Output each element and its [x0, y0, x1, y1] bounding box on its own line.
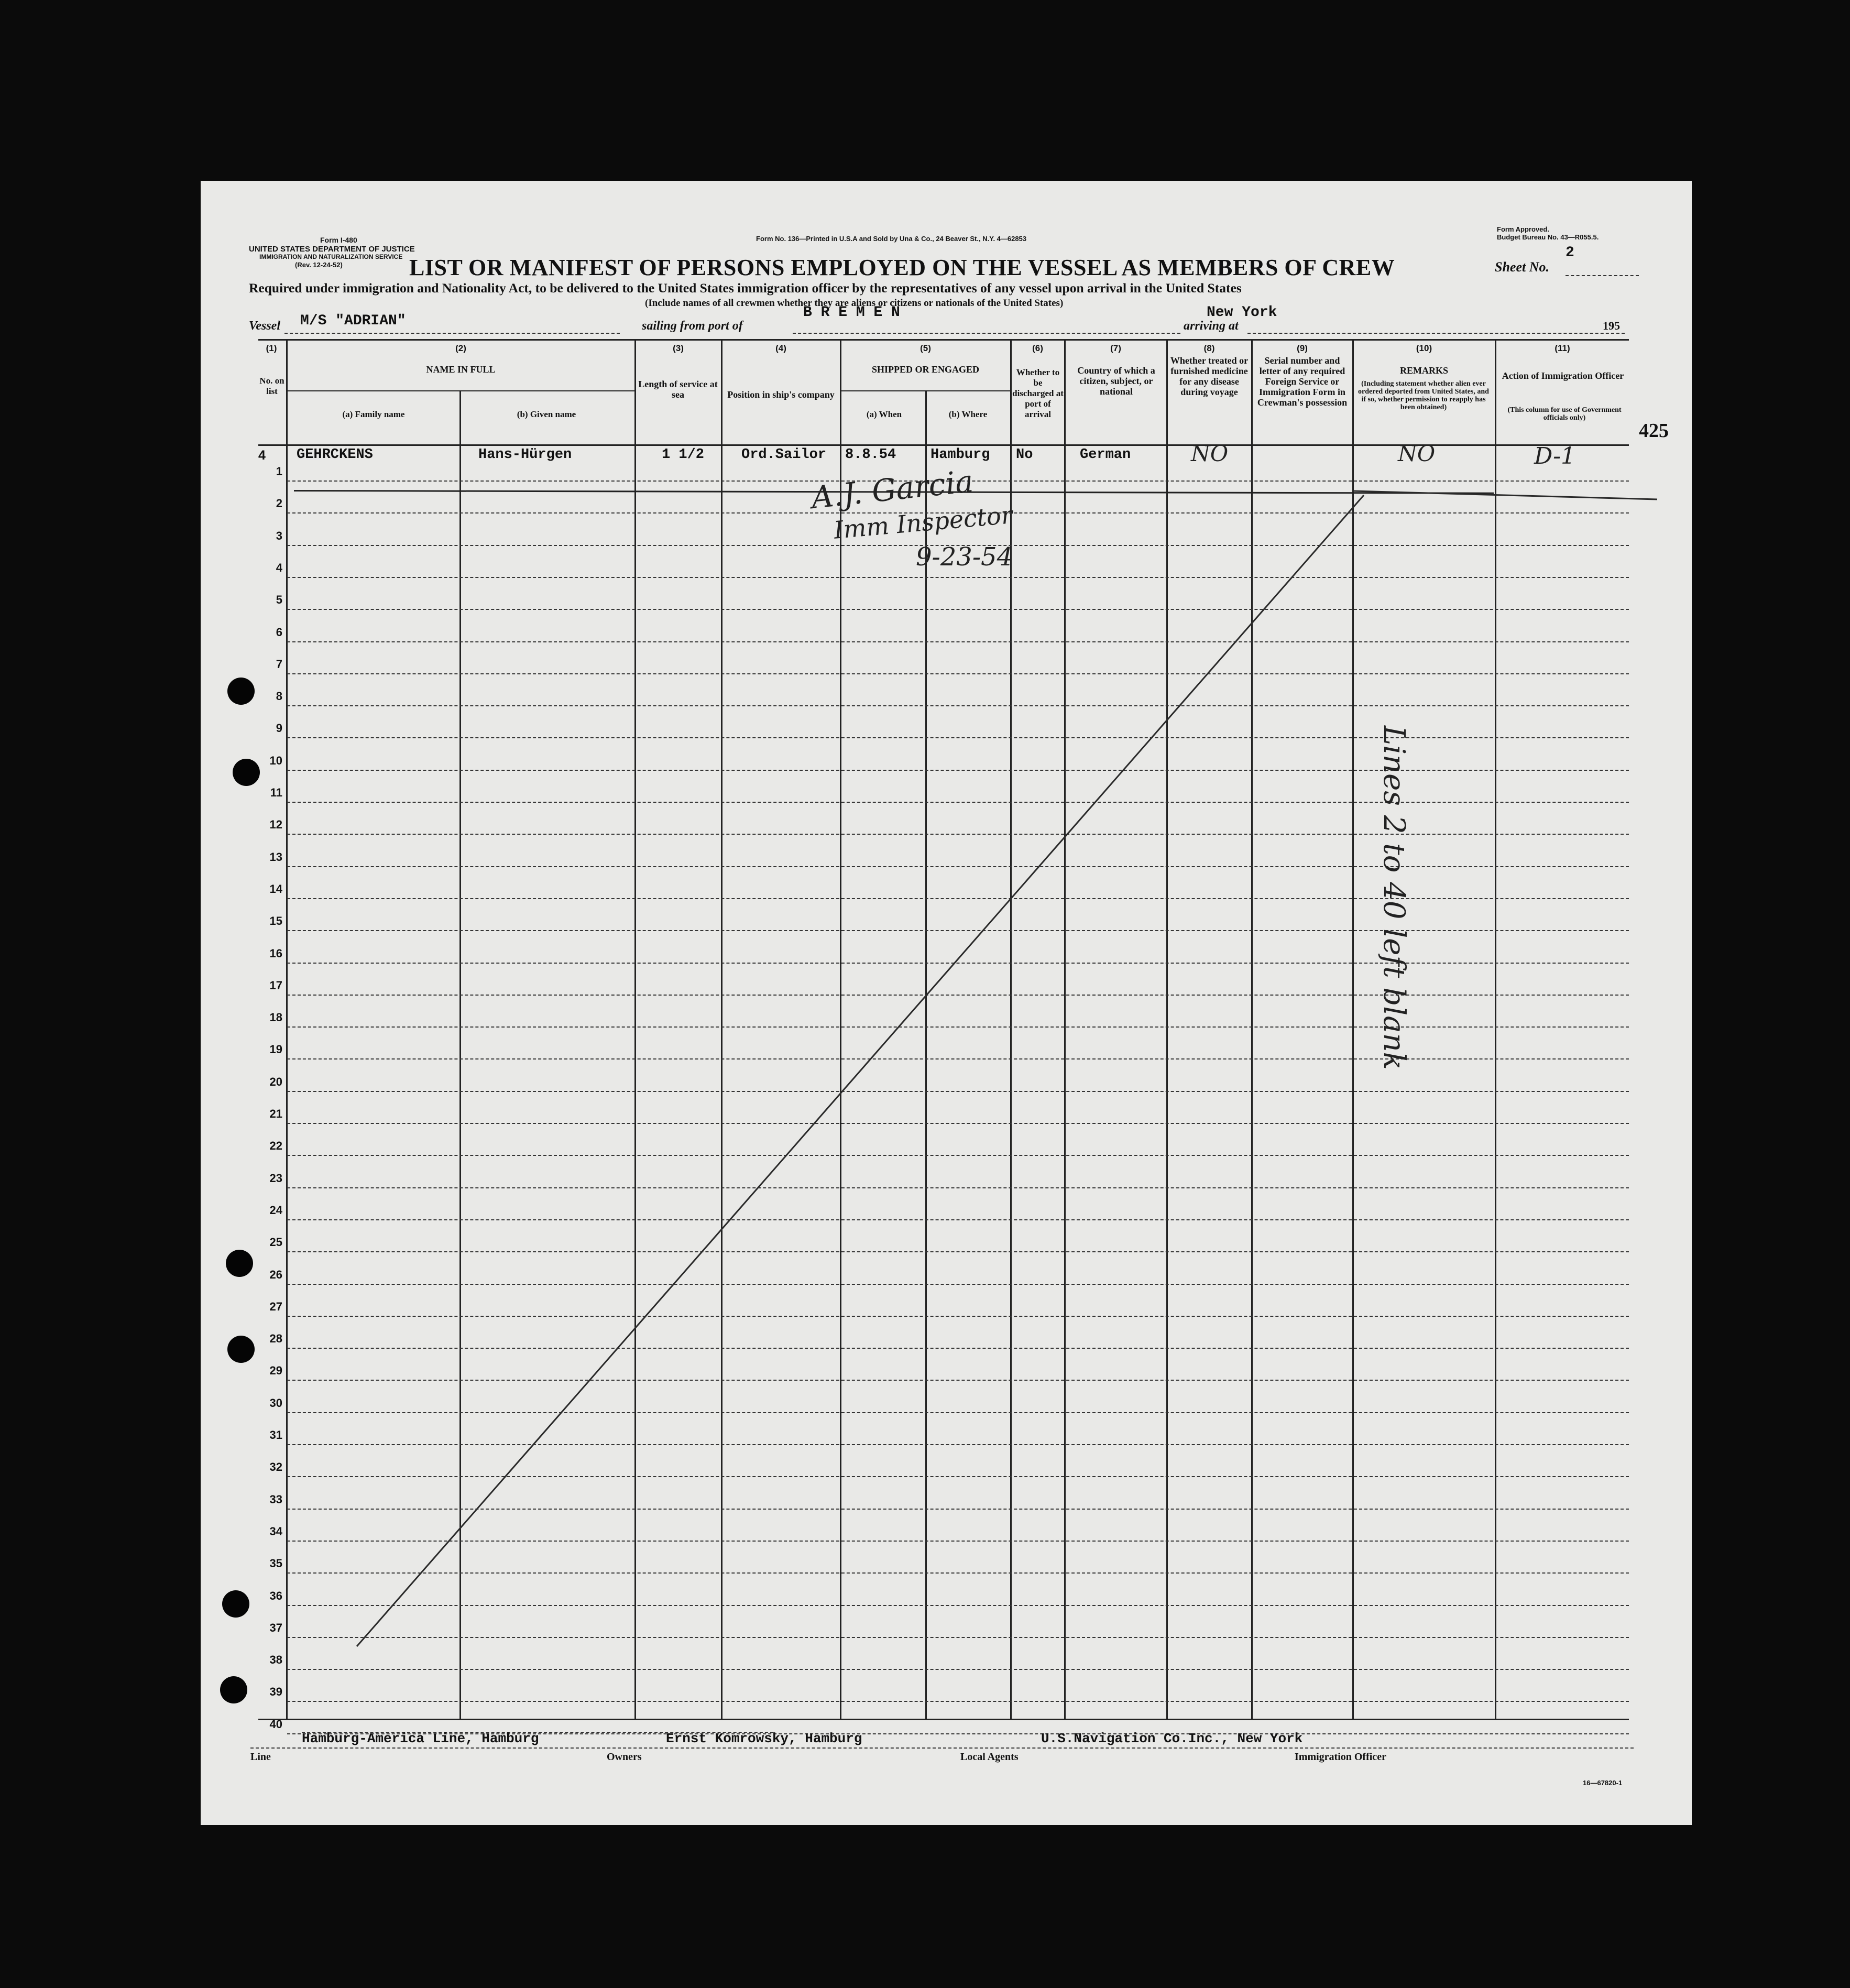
year-label: 195 — [1603, 319, 1620, 332]
footer-owners-label: Owners — [607, 1751, 642, 1763]
row-number: 30 — [269, 1396, 282, 1410]
entry-family-name: GEHRCKENS — [297, 447, 373, 463]
row-number: 11 — [270, 786, 282, 799]
row-number: 12 — [269, 818, 282, 831]
col-num-2: (2) — [455, 343, 466, 353]
header-remarks: REMARKS — [1399, 365, 1448, 376]
header-name-in-full: NAME IN FULL — [426, 364, 496, 375]
subheader-when: (a) When — [866, 409, 902, 419]
row-number: 38 — [269, 1653, 282, 1666]
row-number: 8 — [276, 690, 282, 703]
row-number: 35 — [269, 1557, 282, 1570]
signature: A.J. Garcia — [809, 463, 975, 516]
row-number: 19 — [269, 1043, 282, 1056]
entry-length-service: 1 1/2 — [662, 447, 705, 463]
row-number: 32 — [269, 1460, 282, 1473]
budget-bureau: Budget Bureau No. 43—R055.5. — [1497, 233, 1599, 241]
row-number: 26 — [269, 1268, 282, 1281]
header-country: Country of which a citizen, subject, or national — [1077, 365, 1155, 397]
signature-date: 9-23-54 — [916, 542, 1013, 572]
service: IMMIGRATION AND NATURALIZATION SERVICE — [259, 253, 403, 260]
row-number: 36 — [269, 1589, 282, 1602]
remarks-note: (Including statement whether alien ever ordered deported from United States, and if so, whether permission to reapply has been obtained) — [1358, 380, 1489, 411]
entry-when: 8.8.54 — [845, 447, 896, 463]
subheader-family-name: (a) Family name — [342, 409, 405, 419]
col-num-11: (11) — [1555, 343, 1570, 353]
row-number: 14 — [269, 882, 282, 895]
margin-number: 425 — [1639, 420, 1669, 442]
action-note: (This column for use of Government officials only) — [1507, 406, 1622, 422]
row-number: 18 — [269, 1011, 282, 1024]
footer-agents-label: Local Agents — [960, 1751, 1019, 1763]
header-no-on-list: No. on list — [259, 376, 284, 396]
row-number: 10 — [269, 754, 282, 767]
col-num-9: (9) — [1297, 343, 1308, 353]
header-shipped-engaged: SHIPPED OR ENGAGED — [871, 364, 980, 375]
col-num-1: (1) — [266, 343, 277, 353]
row-number: 7 — [276, 658, 282, 671]
row-number: 34 — [269, 1525, 282, 1538]
footer-agents-value: U.S.Navigation Co.Inc., New York — [1041, 1731, 1303, 1746]
sailing-port: B R E M E N — [803, 304, 900, 321]
include-note: (Include names of all crewmen whether they are aliens or citizens or nationals of the United States) — [645, 298, 1064, 309]
col-num-7: (7) — [1110, 343, 1121, 353]
footer-line-label: Line — [250, 1751, 271, 1763]
department: UNITED STATES DEPARTMENT OF JUSTICE — [249, 245, 415, 254]
col-num-5: (5) — [920, 343, 931, 353]
row-number: 37 — [269, 1621, 282, 1634]
row-number: 3 — [276, 529, 282, 542]
entry-action: D-1 — [1534, 443, 1575, 469]
entry-country: German — [1080, 447, 1131, 463]
header-treated: Whether treated or furnished medicine for any disease during voyage — [1170, 355, 1249, 397]
row-number: 15 — [269, 914, 282, 927]
row-number: 20 — [269, 1075, 282, 1088]
printer-line: Form No. 136—Printed in U.S.A and Sold by Una & Co., 24 Beaver St., N.Y. 4—62853 — [756, 235, 1027, 243]
row-number: 16 — [269, 947, 282, 960]
handwriting-layer — [201, 181, 1692, 1825]
row-number: 5 — [276, 593, 282, 606]
row-number: 17 — [269, 979, 282, 992]
subtitle: Required under immigration and Nationality Act, to be delivered to the United States immigration officer by the representatives of any vessel upon arrival in the United States — [249, 280, 1242, 296]
arriving-label: arriving at — [1184, 319, 1239, 333]
row-number: 29 — [269, 1364, 282, 1377]
row-number: 9 — [276, 722, 282, 735]
subheader-where: (b) Where — [948, 409, 988, 419]
col-num-4: (4) — [775, 343, 786, 353]
row-number: 40 — [269, 1718, 282, 1731]
row-number: 4 — [276, 561, 282, 574]
col-num-8: (8) — [1203, 343, 1215, 353]
entry-position: Ord.Sailor — [741, 447, 827, 463]
row-number: 39 — [269, 1685, 282, 1698]
header-discharged: Whether to be discharged at port of arrival — [1012, 367, 1064, 419]
row-number: 21 — [269, 1107, 282, 1120]
col-num-3: (3) — [673, 343, 684, 353]
sheet-label: Sheet No. — [1495, 259, 1549, 275]
revision: (Rev. 12-24-52) — [295, 261, 343, 269]
manifest-title: LIST OR MANIFEST OF PERSONS EMPLOYED ON THE VESSEL AS MEMBERS OF CREW — [409, 255, 1395, 280]
row-number: 1 — [276, 465, 282, 478]
footer-line-value: Hamburg-America Line, Hamburg — [302, 1731, 539, 1746]
header-serial-number: Serial number and letter of any required Foreign Service or Immigration Form in Crewman's possession — [1257, 355, 1348, 408]
col-num-6: (6) — [1032, 343, 1043, 353]
footer-officer-label: Immigration Officer — [1295, 1751, 1386, 1763]
row-number: 2 — [276, 497, 282, 510]
vessel-name: M/S "ADRIAN" — [300, 313, 406, 329]
row-number: 33 — [269, 1493, 282, 1506]
signature-title: Imm Inspector — [833, 500, 1014, 544]
form-id: Form I-480 — [320, 236, 357, 244]
margin-note: Lines 2 to 40 left blank — [1377, 726, 1411, 1070]
row-number: 23 — [269, 1172, 282, 1185]
row-number: 24 — [269, 1204, 282, 1217]
entry-discharged: No — [1016, 447, 1033, 463]
cancel-diagonal-line — [357, 495, 1364, 1646]
vessel-label: Vessel — [249, 319, 280, 333]
arriving-port: New York — [1207, 304, 1277, 321]
row-number: 6 — [276, 626, 282, 639]
footer-form-code: 16—67820-1 — [1583, 1779, 1623, 1787]
row-number: 31 — [269, 1428, 282, 1441]
manifest-sheet — [201, 181, 1692, 1825]
entry-list-number: 4 — [258, 448, 266, 463]
header-action: Action of Immigration Officer — [1502, 370, 1624, 381]
subheader-given-name: (b) Given name — [517, 409, 576, 419]
row-number: 28 — [269, 1332, 282, 1345]
entry-remarks: NO — [1398, 441, 1436, 466]
entry-given-name: Hans-Hürgen — [478, 447, 572, 463]
form-approved: Form Approved. — [1497, 225, 1549, 233]
col-num-10: (10) — [1416, 343, 1432, 353]
row-number: 27 — [269, 1300, 282, 1313]
header-position: Position in ship's company — [727, 389, 835, 400]
sheet-number: 2 — [1566, 245, 1574, 261]
entry-where: Hamburg — [931, 447, 990, 463]
header-length-service: Length of service at sea — [638, 379, 718, 400]
sailing-label: sailing from port of — [642, 319, 743, 333]
row-number: 25 — [269, 1236, 282, 1249]
entry-treated: NO — [1191, 441, 1229, 466]
row-number: 13 — [269, 850, 282, 864]
footer-owners-value: Ernst Komrowsky, Hamburg — [666, 1731, 862, 1746]
row-number: 22 — [269, 1139, 282, 1152]
